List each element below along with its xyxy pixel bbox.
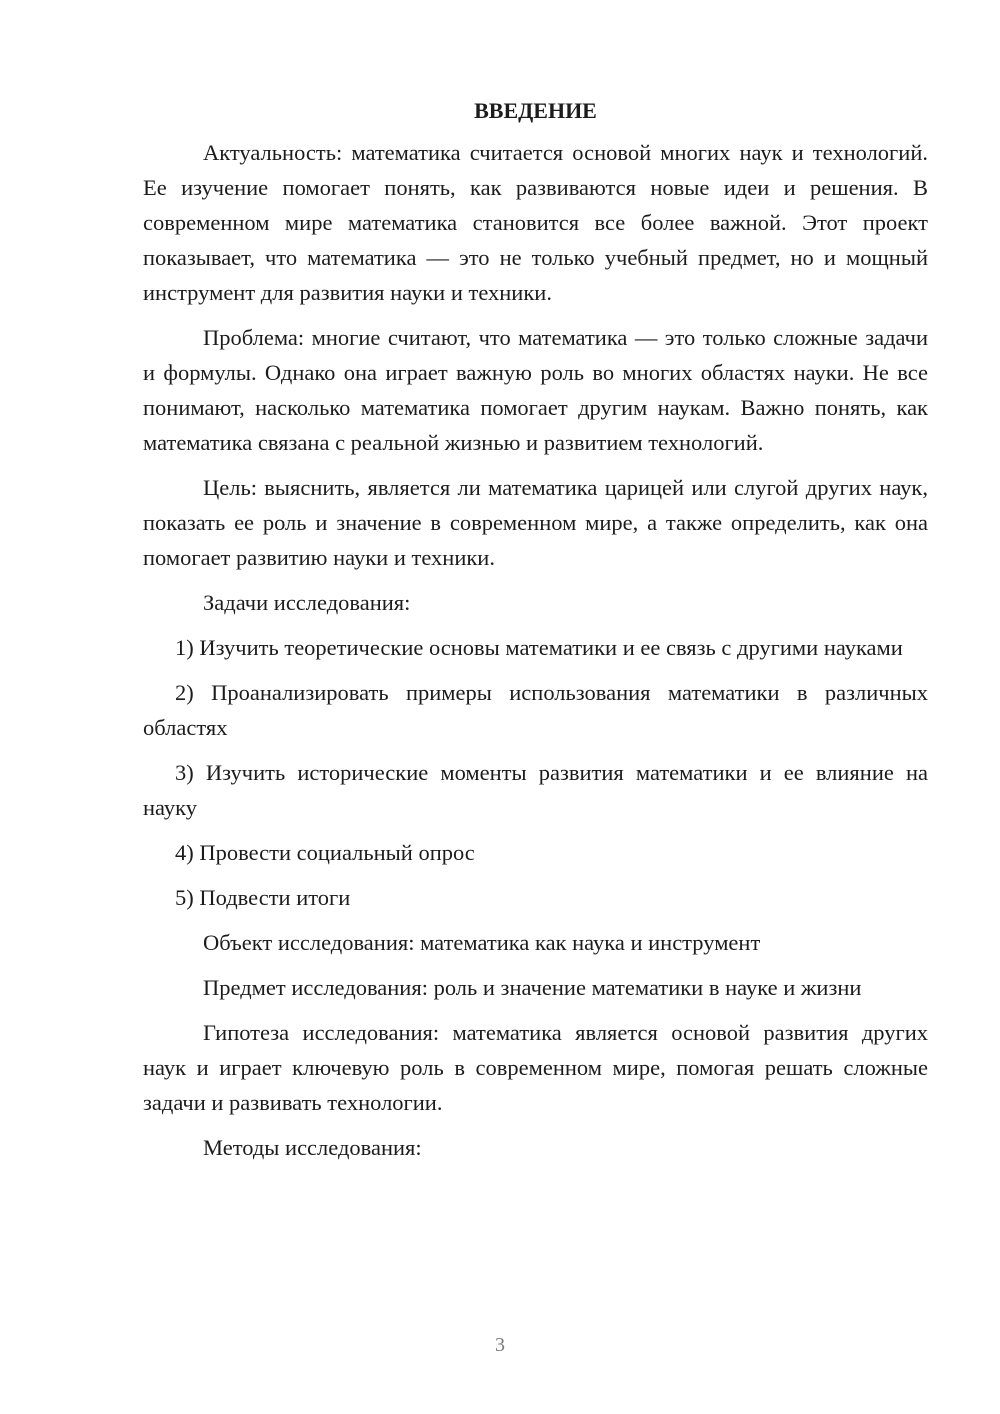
page-number: 3: [495, 1334, 505, 1356]
paragraph-goal: Цель: выяснить, является ли математика царицей или слугой других наук, показать ее роль и значение в современном мире, а также определить, как она помогает развитию науки и техники.: [143, 475, 928, 570]
paragraph-problem: Проблема: многие считают, что математика — это только сложные задачи и формулы. Однако она играет важную роль во многих областях науки. Не все понимают, насколько математика помогает другим наукам. Важно понять, как математика связана с реальной жизнью и развитием технологий.: [143, 325, 928, 455]
tasks-heading: Задачи исследования:: [203, 590, 411, 615]
methods-heading: Методы исследования:: [203, 1135, 422, 1160]
paragraph-object: Объект исследования: математика как наука и инструмент: [203, 930, 761, 955]
document-page: [143, 96, 928, 1175]
paragraph-hypothesis: Гипотеза исследования: математика является основой развития других наук и играет ключевую роль в современном мире, помогая решать сложные задачи и развивать технологии.: [143, 1020, 928, 1115]
list-item: 1) Изучить теоретические основы математики и ее связь с другими науками: [175, 635, 903, 660]
list-item: 2) Проанализировать примеры использования математики в различных областях: [143, 680, 928, 740]
list-item: 4) Провести социальный опрос: [175, 840, 475, 865]
page-title: ВВЕДЕНИЕ: [474, 98, 597, 123]
list-item: 3) Изучить исторические моменты развития математики и ее влияние на науку: [143, 760, 928, 820]
list-item: 5) Подвести итоги: [175, 885, 351, 910]
paragraph-relevance: Актуальность: математика считается основой многих наук и технологий. Ее изучение помогает понять, как развиваются новые идеи и решения. В современном мире математика становится все более важной. Этот проект показывает, что математика — это не только учебный предмет, но и мощный инструмент для развития науки и техники.: [143, 140, 928, 305]
paragraph-subject: Предмет исследования: роль и значение математики в науке и жизни: [203, 975, 862, 1000]
